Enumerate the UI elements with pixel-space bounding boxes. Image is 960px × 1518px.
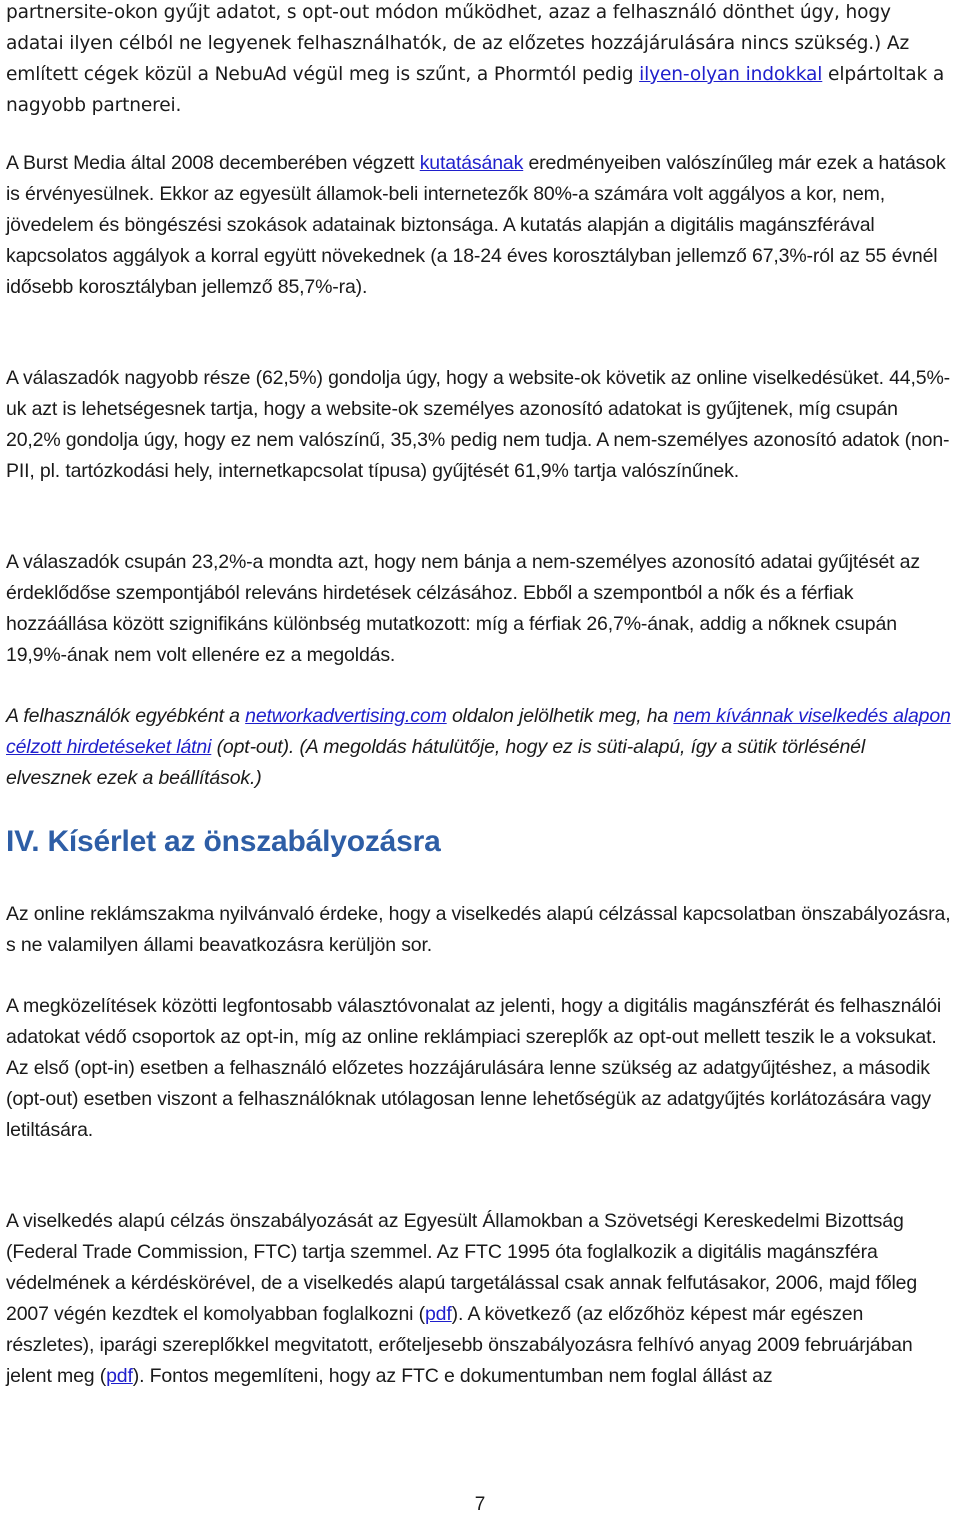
text-run: ). A következő (az előzőhöz képest már egészen részletes), iparági szereplőkkel megvitatott, erőteljesebb önszabályozásra felhívó anyag 2009 februárjában jelent meg ( — [6, 1303, 913, 1387]
section-heading: IV. Kísérlet az önszabályozásra — [6, 825, 441, 858]
text-run: elpártoltak a nagyobb partnerei. — [6, 64, 945, 116]
link-pdf-1[interactable]: pdf — [424, 1303, 452, 1325]
paragraph-opt-in-opt-out: A megközelítések közötti legfontosabb választóvonalat az jelenti, hogy a digitális magánszférát és felhasználói adatokat védő csoportok az opt-in, míg az online reklámpiaci szereplők az opt-out mellett teszik le a voksukat. Az első (opt-in) esetben a felhasználó előzetes hozzájárulására lenne szükség az adatgyűjtéshez, a második (opt-out) esetben viszont a felhasználóknak utólagosan lenne lehetőségük az adatgyűjtés korlátozására vagy letiltására. — [6, 995, 942, 1141]
link-ilyen-olyan-indokkal[interactable]: ilyen-olyan indokkal — [639, 64, 823, 85]
link-pdf-2[interactable]: pdf — [106, 1365, 133, 1387]
text-run: (opt-out). (A megoldás hátulütője, hogy ez is süti-alapú, így a sütik törlésénél elvesznek ezek a beállítások.) — [6, 736, 866, 789]
text-run: oldalon jelölhetik meg, ha — [446, 705, 674, 727]
paragraph-ftc — [6, 1206, 954, 1392]
text-run: A felhasználók egyébként a — [6, 705, 246, 727]
paragraph-intro — [6, 0, 950, 121]
text-run: partnersite-okon gyűjt adatot, s opt-out módon működhet, azaz a felhasználó dönthet úgy, hogy adatai ilyen célból ne legyenek felhasználhatók, de az előzetes hozzájárulására nincs szükség.) Az említett cégek közül a NebuAd végül meg is szűnt, a Phormtól pedig — [6, 2, 910, 85]
paragraph-opt-out — [6, 701, 954, 794]
text-run: A viselkedés alapú célzás önszabályozását az Egyesült Államokban a Szövetségi Kereskedelmi Bizottság (Federal Trade Commission, FTC) tartja szemmel. Az FTC 1995 óta foglalkozik a digitális magánszféra védelmének a kérdéskörével, de a viselkedés alapú targetálással csak annak felfutásakor, 2006, majd főleg 2007 végén kezdtek el komolyabban foglalkozni ( — [6, 1210, 918, 1325]
page-number: 7 — [474, 1494, 486, 1515]
paragraph-burst-media — [6, 148, 954, 303]
text-run: A Burst Media által 2008 decemberében végzett — [6, 152, 420, 174]
link-networkadvertising[interactable]: networkadvertising.com — [245, 705, 447, 727]
link-kutatasanak[interactable]: kutatásának — [419, 152, 524, 174]
paragraph-self-regulation-interest: Az online reklámszakma nyilvánvaló érdeke, hogy a viselkedés alapú célzással kapcsolatban önszabályozásra, s ne valamilyen állami beavatkozásra kerüljön sor. — [6, 903, 951, 956]
link-opt-out-targeted-ads[interactable]: nem kívánnak viselkedés alapon célzott hirdetéseket látni — [6, 705, 951, 758]
text-run: eredményeiben valószínűleg már ezek a hatások is érvényesülnek. Ekkor az egyesült államok-beli internetezők 80%-a számára volt aggályos a kor, nem, jövedelem és böngészési szokások adatainak biztonsága. A kutatás alapján a digitális magánszférával kapcsolatos aggályok a korral együtt növekednek (a 18-24 éves korosztályban jellemző 67,3%-ról az 55 évnél idősebb korosztályban jellemző 85,7%-ra). — [6, 152, 946, 298]
paragraph-respondents: A válaszadók nagyobb része (62,5%) gondolja úgy, hogy a website-ok követik az online viselkedésüket. 44,5%-uk azt is lehetségesnek tartja, hogy a website-ok személyes azonosító adatokat is gyűjtenek, míg csupán 20,2% gondolja úgy, hogy ez nem valószínű, 35,3% pedig nem tudja. A nem-személyes azonosító adatok (non-PII, pl. tartózkodási hely, internetkapcsolat típusa) gyűjtését 61,9% tartja valószínűnek. — [6, 367, 950, 482]
text-run: ). Fontos megemlíteni, hogy az FTC e dokumentumban nem foglal állást az — [132, 1365, 773, 1387]
paragraph-respondents-targeting: A válaszadók csupán 23,2%-a mondta azt, hogy nem bánja a nem-személyes azonosító adatai gyűjtését az érdeklődőse szempontjából releváns hirdetések célzásához. Ebből a szempontból a nők és a férfiak hozzáállása között szignifikáns különbség mutatkozott: míg a férfiak 26,7%-ának, addig a nőknek csupán 19,9%-ának nem volt ellenére ez a megoldás. — [6, 551, 920, 666]
